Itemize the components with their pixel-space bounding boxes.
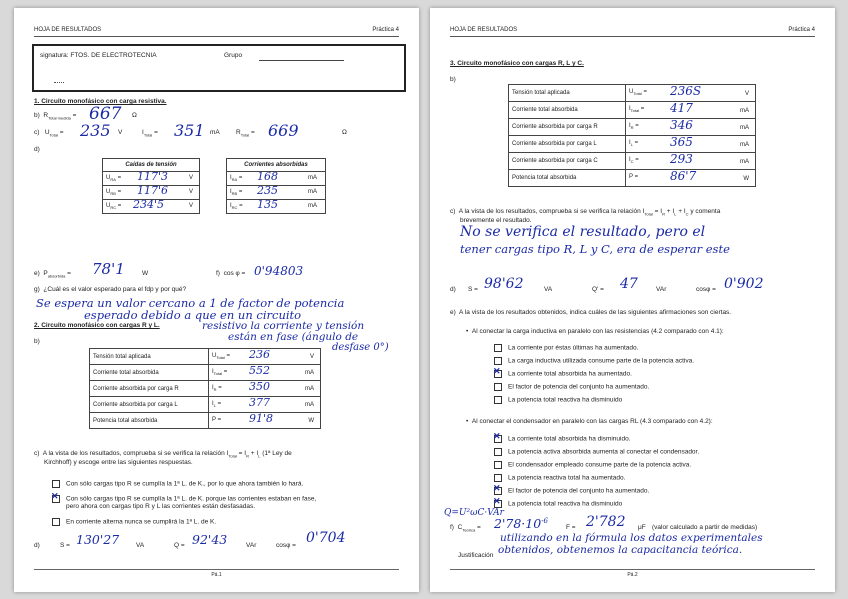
- checkbox-checked-icon[interactable]: [494, 500, 502, 508]
- question-text: = I: [236, 450, 247, 457]
- current-row-rc: $I_{RC}$ = 135 mA: [227, 200, 326, 214]
- cos3-value: 0'902: [724, 276, 764, 292]
- rlc-unit: V: [744, 91, 749, 97]
- rl-label: U: [212, 352, 217, 359]
- question-text: y comenta: [688, 208, 721, 215]
- s-value: 130'27: [76, 532, 120, 547]
- rt-line: $R_{Total}$ =: [236, 129, 255, 138]
- d-label: d): [34, 146, 40, 153]
- checkbox-checked-icon[interactable]: [52, 495, 60, 503]
- rl-row-name: Potencia total absorbida: [90, 413, 209, 429]
- drop-unit: V: [188, 189, 193, 195]
- drop-unit: V: [188, 203, 193, 209]
- option-text: La potencia reactiva total ha aumentado.: [508, 474, 626, 482]
- pf-value: 0'94803: [254, 264, 304, 278]
- rlc-sub: Total: [633, 91, 642, 97]
- results-page-1: [14, 8, 419, 592]
- cos-label: cosφ =: [276, 542, 296, 549]
- current-value: 235: [257, 184, 278, 197]
- current-value: 168: [257, 170, 278, 183]
- q3-label: Q' =: [592, 286, 604, 293]
- rt-total-value: 669: [268, 121, 299, 140]
- checkbox-icon[interactable]: [494, 344, 502, 352]
- u-subscript: Total: [49, 132, 58, 138]
- checkbox-icon[interactable]: [494, 396, 502, 404]
- rl-unit: mA: [305, 402, 314, 408]
- i-unit: mA: [210, 129, 220, 136]
- currents-title: Corrientes absorbidas: [227, 159, 326, 172]
- rlc-row-value-cell: P = 86'7 W: [626, 170, 756, 187]
- question-text: A la vista de los resultados, comprueba si se verifica la relación I: [42, 450, 229, 457]
- checkbox-checked-icon[interactable]: [494, 435, 502, 443]
- group-label: Grupo: [224, 52, 243, 59]
- current-sub: RA: [231, 177, 238, 183]
- rlc-row-name: Potencia total absorbida: [509, 170, 626, 187]
- answer-g-line1: Se espera un valor cercano a 1 de factor de potencia: [36, 296, 345, 310]
- currents-table: [226, 158, 326, 214]
- current-unit: mA: [308, 189, 317, 195]
- pf-line: [216, 270, 245, 277]
- option-text: La potencia total reactiva ha disminuido: [508, 500, 623, 508]
- s-label: S =: [60, 542, 70, 549]
- rl-row-value-cell: $I_R$ = 350 mA: [209, 381, 321, 397]
- question-g: [34, 286, 186, 293]
- f-f-label: F =: [566, 524, 576, 531]
- r-subscript: Total medida: [48, 115, 71, 121]
- q-value: 92'43: [192, 532, 228, 547]
- rl-row-value-cell: $I_{Total}$ = 552 mA: [209, 365, 321, 381]
- c-mantissa: 2'78·10: [494, 516, 542, 531]
- c-theoretical-value: [494, 516, 548, 531]
- p-label: P: [43, 270, 48, 277]
- rt-unit: Ω: [342, 129, 347, 136]
- rlc-row-value-cell: $U_{Total}$ = 236S V: [626, 85, 756, 102]
- r-total-value: 667: [89, 104, 122, 124]
- rl-value: 91'8: [249, 412, 274, 425]
- checkbox-checked-icon[interactable]: [494, 370, 502, 378]
- header-title: HOJA DE RESULTADOS: [450, 27, 518, 33]
- r-unit: Ω: [132, 112, 137, 119]
- option-1-5[interactable]: [494, 396, 622, 404]
- rlc-results-table: [508, 84, 756, 187]
- c-line: c) $U_{Total}$ =: [34, 129, 64, 138]
- rl-row-name: Corriente absorbida por carga L: [90, 397, 209, 413]
- option-text: La potencia activa absorbida aumenta al conectar el condensador.: [508, 448, 700, 456]
- option-text: El factor de potencia del conjunto ha aumentado.: [508, 383, 650, 391]
- rl-value: 350: [249, 380, 270, 393]
- rlc-sub: Total: [630, 108, 640, 114]
- rlc-unit: mA: [740, 125, 749, 131]
- resistance-line: [34, 112, 76, 120]
- rlc-unit: W: [743, 176, 749, 182]
- option-2-1[interactable]: [494, 435, 631, 443]
- page-footer: Pá.1: [34, 569, 399, 578]
- sub-l: L: [674, 211, 677, 217]
- current-label: I: [230, 202, 232, 209]
- section-3-title: 3. Circuito monofásico con cargas R, L y C.: [450, 60, 584, 67]
- rl-unit: mA: [305, 386, 314, 392]
- rl-unit: V: [309, 354, 314, 360]
- rlc-row-value-cell: $I_L$ = 365 mA: [626, 136, 756, 153]
- option-text: El condensador empleado consume parte de la potencia activa.: [508, 461, 692, 469]
- page-footer: Pá.2: [450, 569, 815, 578]
- question-e: [450, 309, 731, 316]
- cos3-label: cosφ =: [696, 286, 716, 293]
- power-line: e) $P_{absorbida}$ =: [34, 270, 71, 279]
- answer-f-line2: obtenidos, obtenemos la capacitancia teórica.: [498, 544, 743, 556]
- rl-label: I: [212, 368, 214, 375]
- current-row-rb: $I_{RB}$ = 235 mA: [227, 186, 326, 200]
- u-total-value: 235: [80, 121, 111, 140]
- p-subscript: absorbida: [47, 273, 66, 279]
- option-text: Con sólo cargas tipo R se cumplía la 1ª L. de K., por lo que ahora también lo hará.: [66, 480, 304, 488]
- answer-c3-line1: No se verifica el resultado, pero el: [460, 224, 706, 240]
- cos-value: 0'704: [306, 530, 346, 546]
- s3-value: 98'62: [484, 276, 524, 292]
- rl-label: P: [212, 416, 217, 423]
- option-2-4[interactable]: [494, 474, 625, 482]
- rl-label: I: [212, 384, 214, 391]
- rl-value: 236: [249, 348, 270, 361]
- question-text: (1ª Ley de: [260, 450, 292, 457]
- current-sub: RB: [231, 191, 238, 197]
- rl-sub: Total: [216, 355, 225, 361]
- drop-label: U: [106, 174, 111, 181]
- rlc-unit: mA: [740, 142, 749, 148]
- u-unit: V: [118, 129, 123, 136]
- current-unit: mA: [308, 175, 317, 181]
- rlc-label: I: [629, 140, 631, 147]
- rlc-sub: C: [630, 159, 634, 165]
- option-text: Con sólo cargas tipo R se cumplía la 1ª L. de K. porque las corrientes estaban en fase,: [66, 495, 317, 503]
- f-value: 2'782: [586, 514, 626, 530]
- rlc-label: U: [629, 89, 634, 96]
- answer-f-line1: utilizando en la fórmula los datos experimentales: [500, 532, 763, 544]
- answer-g-line5: desfase 0°): [332, 342, 389, 353]
- rlc-row-value-cell: $I_{Total}$ = 417 mA: [626, 102, 756, 119]
- header-practice: Práctica 4: [788, 27, 815, 33]
- option-1-3[interactable]: [494, 370, 632, 378]
- results-page-2: [430, 8, 835, 592]
- p-absorbed-value: 78'1: [92, 260, 125, 278]
- option-text: La carga inductiva utilizada consume parte de la potencia activa.: [508, 357, 695, 365]
- drop-label: U: [106, 202, 111, 209]
- option-1-4[interactable]: [494, 383, 649, 391]
- rlc-row-name: Corriente absorbida por carga L: [509, 136, 626, 153]
- item-label: f): [450, 524, 454, 531]
- rlc-sub: R: [630, 125, 634, 131]
- rlc-sub: L: [630, 142, 633, 148]
- d3-label: d): [450, 286, 456, 293]
- rlc-value: 236S: [670, 84, 702, 98]
- question-c2-line2: Kirchhoff) y escoge entre las siguientes respuestas.: [44, 459, 193, 466]
- sub-total: Total: [644, 211, 653, 217]
- option-text: La corriente total absorbida ha disminuido.: [508, 435, 631, 443]
- c-label: C: [457, 524, 463, 531]
- answer-g-line4: están en fase (ángulo de: [228, 331, 359, 343]
- bullet-text: Al conectar la carga inductiva en paralelo con las resistencias (4.2 comparado con 4.1):: [471, 328, 724, 335]
- rlc-label: I: [629, 123, 631, 130]
- question-c2-line1: [34, 450, 292, 458]
- rl-row-value-cell: $U_{Total}$ = 236 V: [209, 349, 321, 365]
- answer-g-line2: esperado debido a que en un circuito: [84, 308, 302, 322]
- item-label: e): [34, 270, 40, 277]
- rl-sub: R: [213, 387, 217, 393]
- voltage-drops-table: [102, 158, 200, 214]
- question-text: + I: [676, 208, 686, 215]
- page-header: [34, 24, 399, 37]
- bullet-2: • Al conectar el condensador en paralelo con las cargas RL (4.3 comparado con 4.2):: [466, 418, 713, 425]
- rlc-label: I: [629, 106, 631, 113]
- rlc-label: P: [629, 174, 634, 181]
- u-label: U: [44, 129, 50, 136]
- rl-row-name: Corriente total absorbida: [90, 365, 209, 381]
- item-label: c): [34, 450, 40, 457]
- rl-row-value-cell: $I_L$ = 377 mA: [209, 397, 321, 413]
- drop-row-rc: $U_{RC}$ = 234'5 V: [103, 200, 200, 214]
- rl-unit: W: [308, 418, 314, 424]
- checkbox-icon[interactable]: [52, 518, 60, 526]
- drop-value: 117'3: [137, 170, 169, 183]
- pf-label: cos φ =: [223, 270, 246, 277]
- c-exponent: -6: [541, 516, 549, 525]
- checkbox-icon[interactable]: [494, 383, 502, 391]
- rl-value: 377: [249, 396, 270, 409]
- s3-b-label: b): [450, 76, 456, 83]
- rt-label: R: [236, 129, 241, 136]
- option-1-1[interactable]: [494, 344, 638, 352]
- current-unit: mA: [308, 203, 317, 209]
- drop-sub: RC: [110, 205, 117, 211]
- rlc-row-name: Tensión total aplicada: [509, 85, 626, 102]
- name-line: [54, 82, 64, 83]
- rl-value: 552: [249, 364, 270, 377]
- current-sub: RC: [231, 205, 238, 211]
- sub-c: C: [685, 211, 689, 217]
- question-c3-line2: brevemente el resultado.: [460, 217, 532, 224]
- student-info-box: [32, 44, 406, 92]
- question-text: + I: [664, 208, 675, 215]
- rl-results-table: [89, 348, 321, 429]
- rl-row-value-cell: P = 91'8 W: [209, 413, 321, 429]
- drop-label: U: [106, 188, 111, 195]
- s2-b-label: b): [34, 338, 40, 345]
- question-text: A la vista de los resultados obtenidos, indica cuáles de las siguientes afirmaciones son ciertas.: [459, 309, 732, 316]
- rl-row-name: Corriente absorbida por carga R: [90, 381, 209, 397]
- rlc-unit: mA: [740, 159, 749, 165]
- option-2[interactable]: [52, 495, 316, 503]
- sub-r: R: [662, 211, 665, 217]
- drop-row-rb: $U_{RB}$ = 117'6 V: [103, 186, 200, 200]
- f-label: f) $C_{Teórica}$ =: [450, 524, 481, 533]
- rlc-row-name: Corriente absorbida por carga C: [509, 153, 626, 170]
- group-line: [259, 60, 344, 61]
- q-unit: VAr: [246, 542, 257, 549]
- item-label: f): [216, 270, 220, 277]
- rl-label: I: [212, 400, 214, 407]
- question-text: = I: [652, 208, 663, 215]
- option-2-5[interactable]: [494, 487, 649, 495]
- rlc-value: 417: [670, 101, 693, 115]
- question-text: ¿Cuál es el valor esperado para el fdp y por qué?: [43, 286, 187, 293]
- rlc-value: 365: [670, 135, 693, 149]
- justification-label: Justificación: [458, 552, 494, 559]
- bullet-1: • Al conectar la carga inductiva en paralelo con las resistencias (4.2 comparado con 4.1):: [466, 328, 724, 335]
- current-value: 135: [257, 198, 278, 211]
- option-2-2[interactable]: [494, 448, 699, 456]
- item-label: e): [450, 309, 456, 316]
- section-2-title: 2. Circuito monofásico con cargas R y L.: [34, 322, 160, 329]
- current-label: I: [230, 174, 232, 181]
- rlc-value: 86'7: [670, 169, 697, 183]
- p-unit: W: [142, 270, 149, 277]
- checkbox-icon[interactable]: [52, 480, 60, 488]
- q-label: Q =: [174, 542, 185, 549]
- checkbox-checked-icon[interactable]: [494, 487, 502, 495]
- option-1-2[interactable]: [494, 357, 694, 365]
- drop-value: 234'5: [133, 198, 165, 211]
- subject-label: signatura: FTOS. DE ELECTROTECNIA: [40, 52, 157, 59]
- rl-unit: mA: [305, 370, 314, 376]
- drop-sub: RB: [110, 191, 116, 197]
- item-label: g): [34, 286, 40, 293]
- current-label: I: [230, 188, 232, 195]
- s-unit: VA: [136, 542, 145, 549]
- rlc-value: 293: [670, 152, 693, 166]
- drop-value: 117'6: [137, 184, 169, 197]
- i-label: I: [142, 129, 144, 136]
- header-title: HOJA DE RESULTADOS: [34, 27, 102, 33]
- s3-label: S =: [468, 286, 478, 293]
- item-label: c): [34, 129, 40, 136]
- d2-label: d): [34, 542, 40, 549]
- s3-unit: VA: [544, 286, 553, 293]
- f-handwritten-note: Q=U²ωC·VAr: [444, 508, 504, 518]
- checkbox-icon[interactable]: [494, 461, 502, 469]
- sub-total: Total: [228, 453, 237, 459]
- option-3[interactable]: [52, 518, 216, 526]
- drop-unit: V: [188, 175, 193, 181]
- rlc-row-name: Corriente total absorbida: [509, 102, 626, 119]
- item-label: c): [450, 208, 456, 215]
- drop-sub: RA: [110, 177, 116, 183]
- rl-sub: Total: [213, 371, 223, 377]
- option-text: En corriente alterna nunca se cumplirá la 1ª L. de K.: [66, 518, 217, 526]
- q3-value: 47: [620, 276, 638, 292]
- option-text: El factor de potencia del conjunto ha aumentado.: [508, 487, 650, 495]
- option-text: La corriente total absorbida ha aumentado.: [508, 370, 632, 378]
- rlc-label: I: [629, 157, 631, 164]
- i-subscript: Total: [143, 132, 153, 138]
- rlc-row-value-cell: $I_C$ = 293 mA: [626, 153, 756, 170]
- question-text: + I: [248, 450, 259, 457]
- i-line: $I_{Total}$ =: [142, 129, 158, 138]
- checkbox-icon[interactable]: [494, 474, 502, 482]
- rlc-row-value-cell: $I_R$ = 346 mA: [626, 119, 756, 136]
- f-note: (valor calculado a partir de medidas): [652, 524, 758, 531]
- option-1[interactable]: [52, 480, 303, 488]
- equals-sign: =: [70, 112, 77, 119]
- i-total-value: 351: [174, 121, 205, 140]
- checkbox-icon[interactable]: [494, 448, 502, 456]
- option-text: La corriente por éstas últimas ha aumentado.: [508, 344, 639, 352]
- option-2-6[interactable]: [494, 500, 622, 508]
- rl-sub: L: [213, 403, 216, 409]
- drop-row-ra: $U_{RA}$ = 117'3 V: [103, 172, 200, 186]
- rl-row-name: Tensión total aplicada: [90, 349, 209, 365]
- checkbox-icon[interactable]: [494, 357, 502, 365]
- option-2-3[interactable]: [494, 461, 691, 469]
- current-row-ra: $I_{RA}$ = 168 mA: [227, 172, 326, 186]
- rlc-unit: mA: [740, 108, 749, 114]
- q3-unit: VAr: [656, 286, 667, 293]
- sub-r: R: [246, 453, 249, 459]
- answer-c3-line2: tener cargas tipo R, L y C, era de esperar este: [460, 242, 730, 256]
- section-1-title: 1. Circuito monofásico con carga resistiva.: [34, 98, 167, 105]
- header-practice: Práctica 4: [372, 27, 399, 33]
- bullet-text: Al conectar el condensador en paralelo con las cargas RL (4.3 comparado con 4.2):: [471, 418, 713, 425]
- question-c3-line1: [450, 208, 720, 216]
- rlc-row-name: Corriente absorbida por carga R: [509, 119, 626, 136]
- voltage-drops-title: Caídas de tensión: [103, 159, 200, 172]
- page-header: [450, 24, 815, 37]
- option-2-line2: pero ahora con cargas tipo R y L las corrientes están desfasadas.: [66, 503, 256, 510]
- option-text: La potencia total reactiva ha disminuido: [508, 396, 623, 404]
- rt-subscript: Total: [240, 132, 250, 138]
- question-text: A la vista de los resultados, comprueba si se verifica la relación I: [458, 208, 645, 215]
- answer-g-line3: resistivo la corriente y tensión: [202, 320, 365, 332]
- item-label: b): [34, 112, 40, 119]
- rlc-value: 346: [670, 118, 693, 132]
- sub-l: L: [258, 453, 261, 459]
- c-subscript: Teórica: [462, 527, 476, 533]
- f-unit: μF: [638, 524, 646, 531]
- r-label: R: [43, 112, 49, 119]
